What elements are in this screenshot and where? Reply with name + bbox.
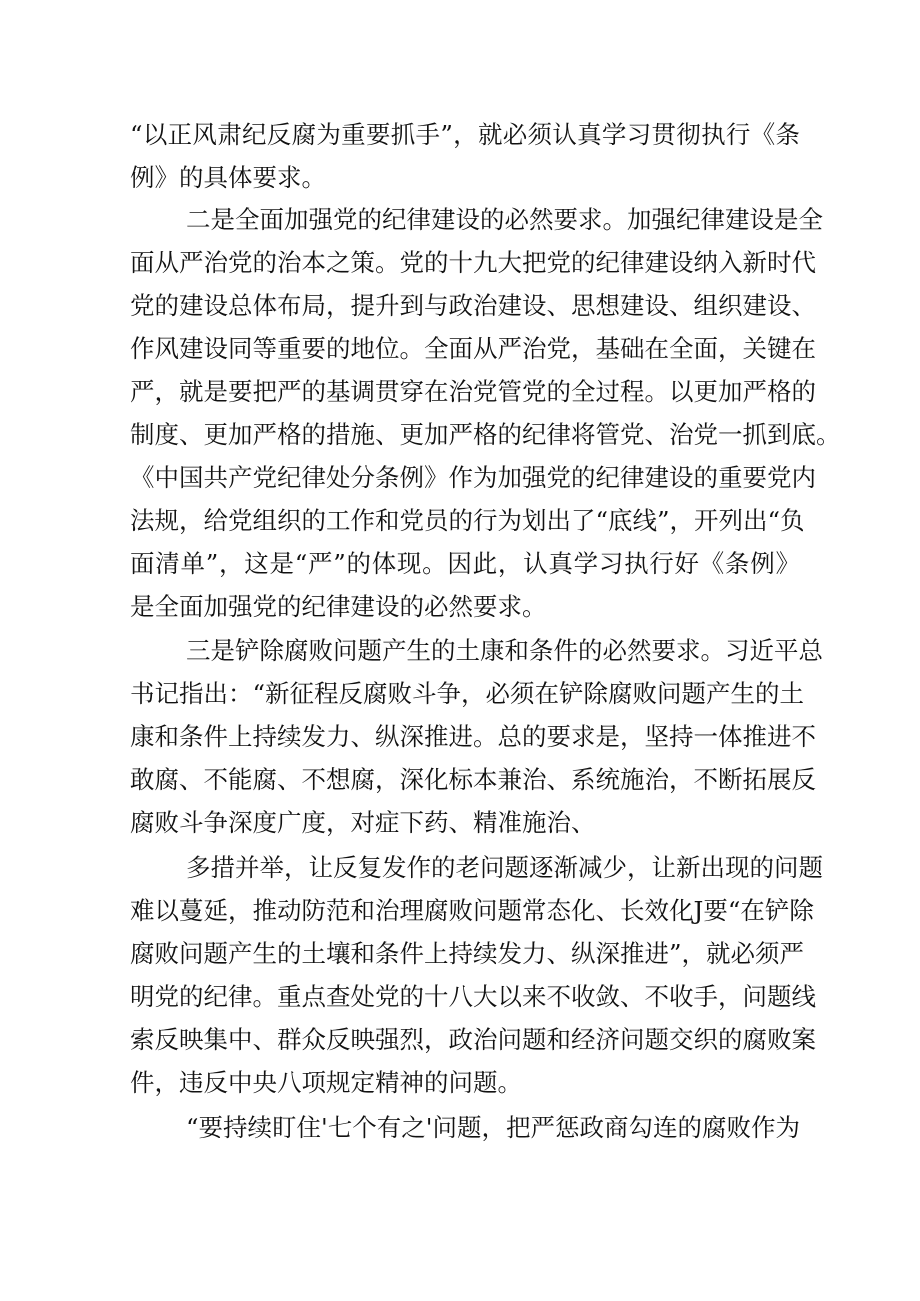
text-line: 康和条件上持续发力、纵深推进。总的要求是，坚持一体推进不 [130,722,816,751]
text-line: 例》的具体要求。 [130,163,326,192]
text-line: 难以蔓延，推动防范和治理腐败问题常态化、长效化J要“在铲除 [130,896,814,925]
text-line: “以正风肃纪反腐为重要抓手”，就必须认真学习贯彻执行《条 [130,120,800,149]
text-line: 二是全面加强党的纪律建设的必然要求。加强纪律建设是全 [186,205,823,234]
text-line: 面从严治党的治本之策。党的十九大把党的纪律建设纳入新时代 [130,248,816,277]
text-line: 法规，给党组织的工作和党员的行为划出了“底线”，开列出“负 [130,506,805,535]
text-line: 严，就是要把严的基调贯穿在治党管党的全过程。以更加严格的 [130,377,816,406]
text-line: 敢腐、不能腐、不想腐，深化标本兼治、系统施治，不断拓展反 [130,765,816,794]
text-line: “要持续盯住'七个有之'问题，把严惩政商勾连的腐败作为 [186,1113,800,1142]
text-line: 作风建设同等重要的地位。全面从严治党，基础在全面，关键在 [130,334,816,363]
text-line: 腐败问题产生的土壤和条件上持续发力、纵深推进”，就必须严 [130,939,805,968]
text-line: 党的建设总体布局，提升到与政治建设、思想建设、组织建设、 [130,291,816,320]
text-line: 制度、更加严格的措施、更加严格的纪律将管党、治党一抓到底。 [130,420,841,449]
text-line: 件，违反中央八项规定精神的问题。 [130,1068,522,1097]
text-line: 是全面加强党的纪律建设的必然要求。 [130,592,547,621]
text-line: 索反映集中、群众反映强烈，政治问题和经济问题交织的腐败案 [130,1025,816,1054]
text-line: 多措并举，让反复发作的老问题逐渐减少，让新出现的问题 [186,853,823,882]
text-line: 腐败斗争深度广度，对症下药、精准施治、 [130,808,596,837]
text-line: 面清单”，这是“严”的体现。因此，认真学习执行好《条例》 [130,549,800,578]
text-line: 明党的纪律。重点查处党的十八大以来不收敛、不收手，问题线 [130,982,816,1011]
text-line: 三是铲除腐败问题产生的土康和条件的必然要求。习近平总 [186,636,823,665]
text-line: 《中国共产党纪律处分条例》作为加强党的纪律建设的重要党内 [130,463,816,492]
text-line: 书记指出：“新征程反腐败斗争，必须在铲除腐败问题产生的土 [130,679,805,708]
